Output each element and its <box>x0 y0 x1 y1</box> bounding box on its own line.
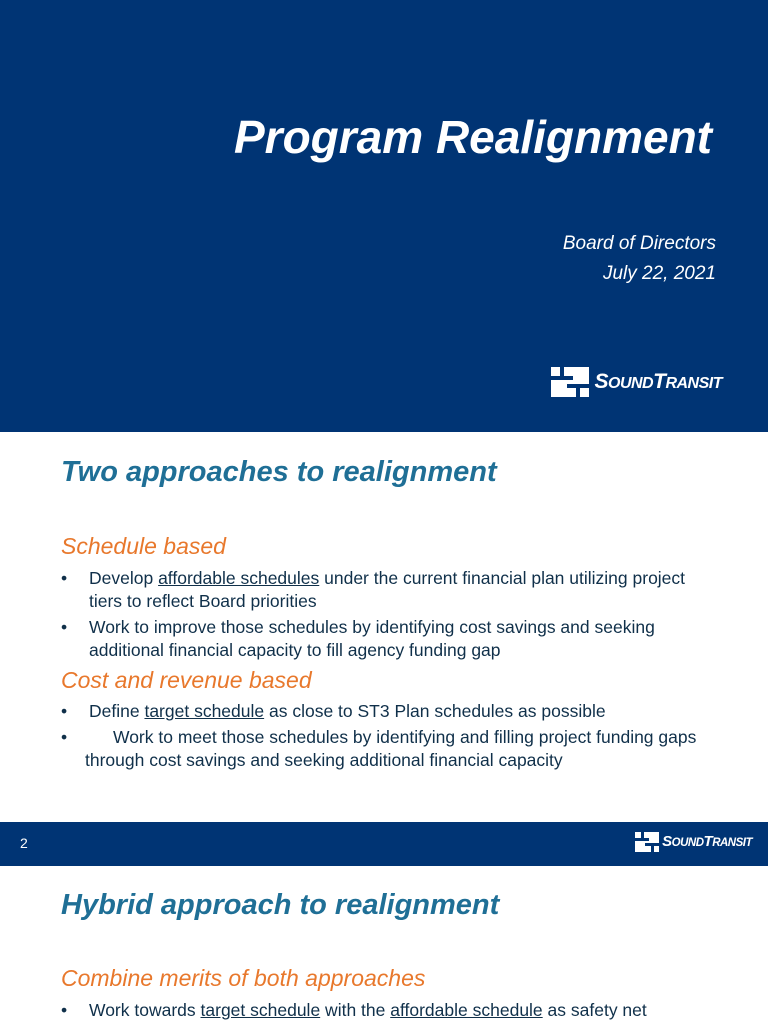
st-logo-icon <box>635 832 659 852</box>
sound-transit-logo <box>551 367 722 397</box>
affordable-schedule-term: affordable schedule <box>390 1000 543 1020</box>
logo-wordmark: SOUNDTRANSIT <box>662 833 752 850</box>
hybrid-subheading: Combine merits of both approaches <box>61 965 426 991</box>
target-schedule-term: target schedule <box>144 701 265 721</box>
slide-heading: Two approaches to realignment <box>61 456 497 488</box>
slide-heading: Hybrid approach to realignment <box>61 889 500 921</box>
bullet-icon: • <box>61 701 68 721</box>
cost-revenue-heading: Cost and revenue based <box>61 667 312 693</box>
list-item: • Work towards target schedule with the affordable schedule as safety net <box>61 1000 647 1020</box>
list-item: • Work to meet those schedules by identifying and filling project funding gaps through cost savings and seeking additional financial capacity <box>61 727 697 770</box>
presentation-subtitle <box>563 229 716 289</box>
bullet-icon: • <box>61 568 68 588</box>
bullet-icon: • <box>61 1000 68 1020</box>
date-label: July 22, 2021 <box>602 263 716 284</box>
list-item: • Define target schedule as close to ST3 Plan schedules as possible <box>61 701 606 721</box>
page-number: 2 <box>20 835 28 851</box>
st-logo-icon <box>551 367 589 397</box>
target-schedule-term: target schedule <box>200 1000 321 1020</box>
bullet-icon: • <box>61 727 68 747</box>
list-item: • Develop affordable schedules under the current financial plan utilizing project tiers to reflect Board priorities <box>61 568 686 611</box>
slide-footer <box>0 822 768 866</box>
audience-label: Board of Directors <box>562 233 716 254</box>
bullet-icon: • <box>61 617 68 637</box>
schedule-based-heading: Schedule based <box>61 533 226 559</box>
logo-wordmark: SOUNDTRANSIT <box>594 370 722 393</box>
presentation-title: Program Realignment <box>234 111 712 163</box>
sound-transit-logo <box>635 832 752 852</box>
list-item: • Work to improve those schedules by identifying cost savings and seeking additional financial capacity to fill agency funding gap <box>61 617 655 660</box>
title-slide <box>0 0 768 432</box>
affordable-schedules-term: affordable schedules <box>158 568 320 588</box>
